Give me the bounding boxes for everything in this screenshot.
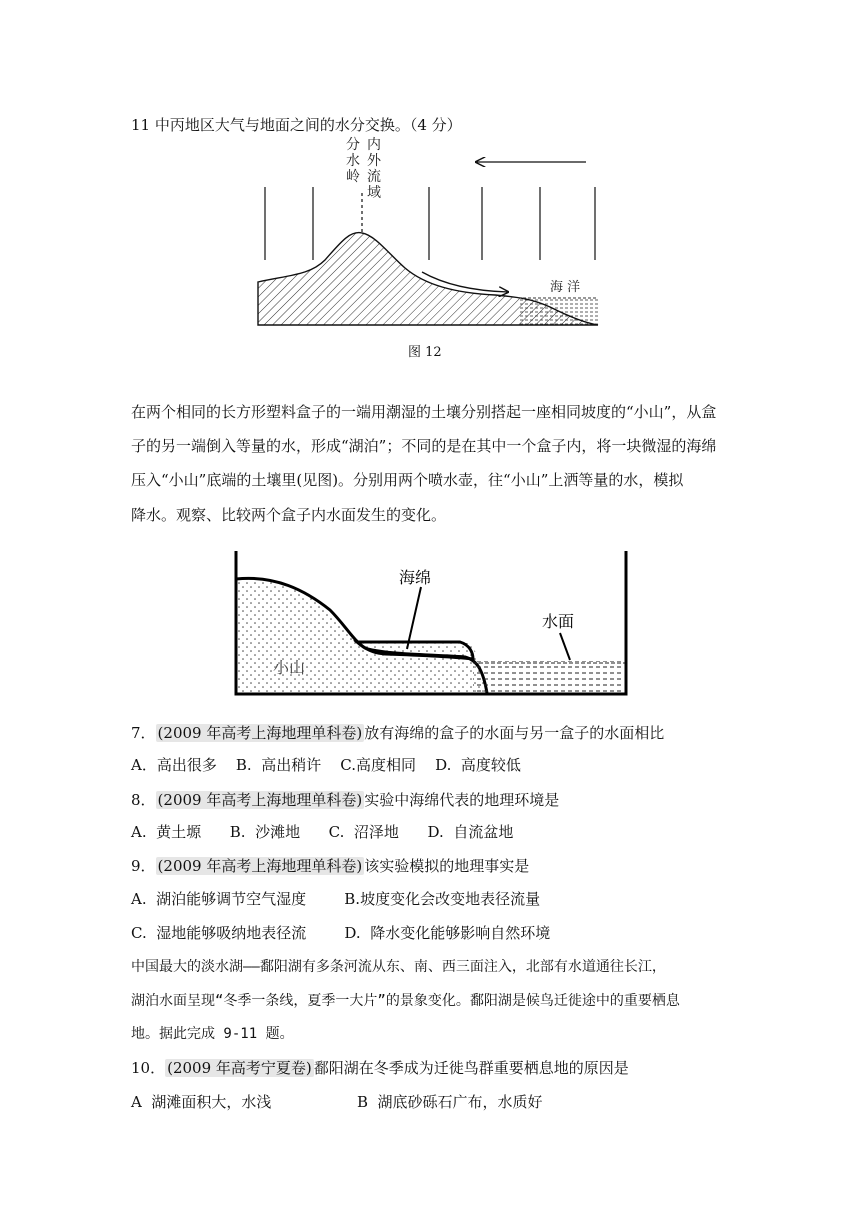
label-ocean: 海 洋: [550, 280, 581, 295]
water-area: [473, 661, 623, 693]
precipitation-lines: [265, 187, 595, 260]
intro-line-3: 压入“小山”底端的土壤里(见图)。分别用两个喷水壶，往“小山”上洒等量的水，模拟: [131, 471, 684, 489]
question-number: 7．: [131, 724, 156, 742]
fig12-heading: 11 中丙地区大气与地面之间的水分交换。（4 分）: [131, 116, 462, 134]
intro-line-4: 降水。观察、比较两个盒子内水面发生的变化。: [131, 506, 447, 524]
svg-text:水: 水: [346, 153, 360, 169]
question-9-options-cd: C. 湿地能够吸纳地表径流 D. 降水变化能够影响自然环境: [131, 924, 551, 942]
label-water-surface: 水面: [542, 612, 575, 631]
water-pointer: [560, 633, 570, 660]
intro-line-1: 在两个相同的长方形塑料盒子的一端用潮湿的土壤分别搭起一座相同坡度的“小山”，从盒: [131, 403, 717, 421]
question-10: [131, 1058, 629, 1078]
question-7: [131, 723, 664, 743]
passage-line-3: 地。据此完成 9-11 题。: [131, 1026, 294, 1042]
figure-12-diagram: [250, 135, 620, 335]
question-source: (2009 年高考上海地理单科卷): [157, 791, 363, 809]
question-10-option-a: A 湖滩面积大，水浅: [131, 1093, 272, 1111]
label-watershed: [346, 137, 360, 185]
question-9: [131, 856, 529, 876]
label-sponge: 海绵: [399, 568, 432, 587]
terrain-hatched: [258, 233, 598, 325]
question-7-options: A．高出很多 B. 高出稍许 C.高度相同 D. 高度较低: [131, 756, 521, 774]
question-stem: 实验中海绵代表的地理环境是: [364, 791, 560, 809]
passage-line-2: 湖泊水面呈现“冬季一条线，夏季一大片”的景象变化。鄱阳湖是候鸟迁徙途中的重要栖息: [131, 993, 680, 1009]
question-8-options: A. 黄土塬 B. 沙滩地 C. 沼泽地 D. 自流盆地: [131, 823, 514, 841]
svg-text:域: 域: [367, 185, 381, 201]
question-source: (2009 年高考上海地理单科卷): [157, 857, 363, 875]
svg-text:内: 内: [367, 137, 381, 153]
question-stem: 该实验模拟的地理事实是: [364, 857, 530, 875]
svg-text:岭: 岭: [346, 169, 360, 185]
intro-line-2: 子的另一端倒入等量的水，形成“湖泊”；不同的是在其中一个盒子内，将一块微湿的海绵: [131, 437, 717, 455]
passage-line-1: 中国最大的淡水湖——鄱阳湖有多条河流从东、南、西三面注入，北部有水道通往长江，: [131, 959, 666, 975]
question-stem: 鄱阳湖在冬季成为迁徙鸟群重要栖息地的原因是: [313, 1059, 629, 1077]
svg-text:外: 外: [367, 153, 381, 169]
question-source: (2009 年高考上海地理单科卷): [157, 724, 363, 742]
sponge-pointer: [407, 587, 421, 649]
svg-text:流: 流: [367, 169, 381, 185]
question-number: 9．: [131, 857, 156, 875]
question-9-options-ab: A. 湖泊能够调节空气湿度 B.坡度变化会改变地表径流量: [131, 890, 541, 908]
fig12-caption: 图 12: [408, 345, 442, 360]
question-stem: 放有海绵的盒子的水面与另一盒子的水面相比: [364, 724, 665, 742]
experiment-box-diagram: [225, 545, 635, 705]
label-inland-outflow: [367, 136, 382, 201]
question-source: (2009 年高考宁夏卷): [167, 1059, 312, 1077]
label-hill: 小山: [273, 658, 306, 677]
question-number: 8．: [131, 791, 156, 809]
question-8: [131, 790, 559, 810]
question-number: 10．: [131, 1059, 166, 1077]
svg-text:分: 分: [346, 137, 360, 153]
question-10-option-b: B 湖底砂砾石广布，水质好: [357, 1093, 543, 1111]
